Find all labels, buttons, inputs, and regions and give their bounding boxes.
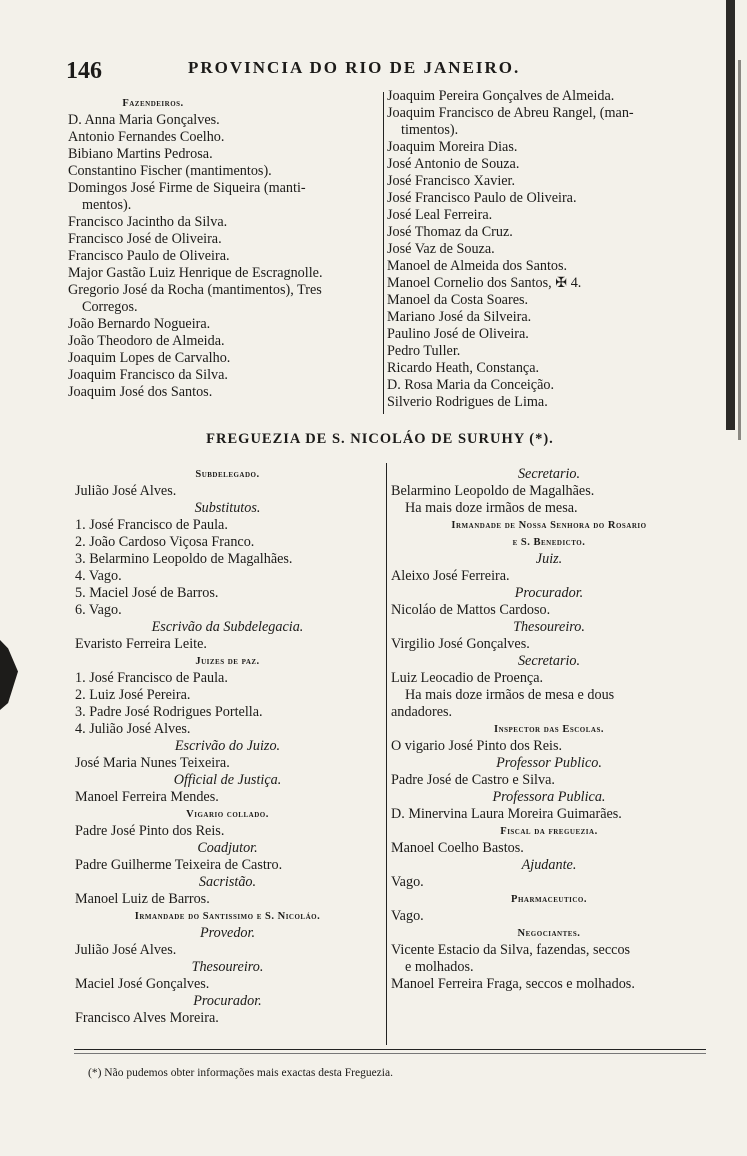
entry-line: José Maria Nunes Teixeira. [75,755,230,771]
footnote: (*) Não pudemos obter informações mais exactas desta Freguezia. [88,1067,393,1079]
page-edge-shadow [726,0,735,430]
page-number: 146 [66,58,102,84]
entry-line: Nicoláo de Mattos Cardoso. [391,602,551,618]
fazendeiro-entry: Ricardo Heath, Constança. [387,360,540,376]
fazendeiro-entry: timentos). [401,122,459,138]
entry-line: Manoel Ferreira Mendes. [75,789,219,805]
office-heading: Subdelegado. [195,469,260,480]
fazendeiro-entry: Constantino Fischer (mantimentos). [68,163,272,179]
fazendeiro-entry: José Thomaz da Cruz. [387,224,513,240]
entry-line: Maciel José Gonçalves. [75,976,210,992]
fazendeiro-entry: Francisco Paulo de Oliveira. [68,248,230,264]
office-subheading: Secretario. [517,466,581,482]
entry-line: Vago. [391,874,424,890]
entry-line: Manoel Luiz de Barros. [75,891,210,907]
entry-line: Aleixo José Ferreira. [391,568,510,584]
office-heading: Pharmaceutico. [511,894,587,905]
fazendeiro-entry: Gregorio José da Rocha (mantimentos), Tres [68,282,322,298]
fazendeiro-entry: José Francisco Paulo de Oliveira. [387,190,577,206]
entry-line: Francisco Alves Moreira. [75,1010,219,1026]
entry-line: Evaristo Ferreira Leite. [75,636,207,652]
fazendeiros-column-left [68,95,380,401]
fazendeiro-entry: Joaquim Moreira Dias. [387,139,518,155]
entry-line: 2. Luiz José Pereira. [75,687,191,703]
fazendeiro-entry: José Antonio de Souza. [387,156,520,172]
fazendeiro-entry: Joaquim Pereira Gonçalves de Almeida. [387,88,615,104]
entry-line: Vicente Estacio da Silva, fazendas, seccos [391,942,631,958]
fazendeiro-entry: Corregos. [82,299,138,315]
fazendeiro-entry: Antonio Fernandes Coelho. [68,129,225,145]
entry-line: 5. Maciel José de Barros. [75,585,219,601]
entry-line: 4. Vago. [75,568,122,584]
fazendeiro-entry: Manoel da Costa Soares. [387,292,529,308]
entry-line: Belarmino Leopoldo de Magalhães. [391,483,595,499]
entry-line: 1. José Francisco de Paula. [75,670,228,686]
entry-line: 3. Padre José Rodrigues Portella. [75,704,263,720]
entry-line: Virgilio José Gonçalves. [391,636,530,652]
fazendeiro-entry: D. Anna Maria Gonçalves. [68,112,220,128]
office-subheading: Thesoureiro. [513,619,585,635]
fazendeiro-entry: D. Rosa Maria da Conceição. [387,377,555,393]
fazendeiro-entry: Joaquim José dos Santos. [68,384,213,400]
office-heading: Irmandade do Santissimo e S. Nicoláo. [134,911,321,922]
office-subheading: Professor Publico. [496,755,602,771]
fazendeiro-entry: Bibiano Martins Pedrosa. [68,146,213,162]
office-subheading: Provedor. [199,925,256,941]
fazendeiro-entry: Pedro Tuller. [387,343,461,359]
entry-line: 1. José Francisco de Paula. [75,517,228,533]
fazendeiro-entry: Silverio Rodrigues de Lima. [387,394,548,410]
footnote-rule [74,1049,706,1050]
office-subheading: Sacristão. [198,874,257,890]
entry-line: Padre José de Castro e Silva. [391,772,555,788]
office-heading: Irmandade de Nossa Senhora do Rosario [451,520,647,531]
office-subheading: Official de Justiça. [173,772,282,788]
fazendeiro-entry: João Bernardo Nogueira. [68,316,211,332]
entry-line: Padre Guilherme Teixeira de Castro. [75,857,283,873]
page-edge-line [738,60,741,440]
entry-line: D. Minervina Laura Moreira Guimarães. [391,806,622,822]
office-subheading: Procurador. [514,585,584,601]
office-heading: e S. Benedicto. [512,537,586,548]
office-heading: Vigario collado. [186,809,269,820]
entry-line: Luiz Leocadio de Proença. [391,670,544,686]
entry-line: e molhados. [405,959,474,975]
fazendeiro-entry: Manoel Cornelio dos Santos, ✠ 4. [387,275,582,291]
fazendeiro-entry: Domingos José Firme de Siqueira (manti- [68,180,306,196]
entry-line: Ha mais doze irmãos de mesa. [405,500,578,516]
entry-line: Manoel Coelho Bastos. [391,840,524,856]
office-subheading: Professora Publica. [492,789,606,805]
entry-line: O vigario José Pinto dos Reis. [391,738,563,754]
fazendeiro-entry: João Theodoro de Almeida. [68,333,225,349]
office-subheading: Escrivão do Juizo. [174,738,281,754]
office-subheading: Ajudante. [521,857,577,873]
fazendeiro-entry: José Vaz de Souza. [387,241,495,257]
office-subheading: Secretario. [517,653,581,669]
fazendeiro-entry: Joaquim Francisco da Silva. [68,367,228,383]
section-title: FREGUEZIA DE S. NICOLÁO DE SURUHY (*). [206,431,554,447]
fazendeiro-entry: Francisco José de Oliveira. [68,231,222,247]
entry-line: 6. Vago. [75,602,122,618]
entry-line: Julião José Alves. [75,483,177,499]
office-heading: Fiscal da freguezia. [500,826,598,837]
fazendeiro-entry: Paulino José de Oliveira. [387,326,529,342]
entry-line: 4. Julião José Alves. [75,721,191,737]
top-column-divider [383,92,384,414]
office-heading: Negociantes. [517,928,581,939]
fazendeiro-entry: Joaquim Lopes de Carvalho. [68,350,231,366]
bottom-column-divider [386,463,387,1045]
office-subheading: Juiz. [535,551,563,567]
office-subheading: Procurador. [193,993,262,1009]
fazendeiro-entry: Major Gastão Luiz Henrique de Escragnolle. [68,265,323,281]
office-heading: Inspector das Escolas. [494,724,604,735]
entry-line: Manoel Ferreira Fraga, seccos e molhados. [391,976,635,992]
entry-line: Padre José Pinto dos Reis. [75,823,225,839]
office-heading: Juizes de paz. [195,656,260,667]
office-subheading: Substitutos. [194,500,261,516]
office-subheading: Coadjutor. [197,840,258,856]
entry-line: Julião José Alves. [75,942,177,958]
entry-line: andadores. [391,704,453,720]
fazendeiro-entry: Manoel de Almeida dos Santos. [387,258,568,274]
fazendeiro-entry: Francisco Jacintho da Silva. [68,214,228,230]
footnote-rule-thin [74,1053,706,1054]
fazendeiro-entry: José Francisco Xavier. [387,173,516,189]
fazendeiro-entry: José Leal Ferreira. [387,207,493,223]
entry-line: Ha mais doze irmãos de mesa e dous [405,687,615,703]
page-title: PROVINCIA DO RIO DE JANEIRO. [188,58,521,77]
freguezia-column-left [75,466,380,1027]
fazendeiros-heading: Fazendeiros. [122,98,184,109]
freguezia-column-right [391,466,707,993]
fazendeiro-entry: mentos). [82,197,132,213]
office-subheading: Thesoureiro. [191,959,264,975]
fazendeiros-column-right [387,88,717,411]
entry-line: 2. João Cardoso Viçosa Franco. [75,534,255,550]
entry-line: 3. Belarmino Leopoldo de Magalhães. [75,551,293,567]
fazendeiro-entry: Joaquim Francisco de Abreu Rangel, (man- [387,105,634,121]
fazendeiro-entry: Mariano José da Silveira. [387,309,532,325]
entry-line: Vago. [391,908,424,924]
office-subheading: Escrivão da Subdelegacia. [151,619,304,635]
binding-mark [0,640,18,710]
